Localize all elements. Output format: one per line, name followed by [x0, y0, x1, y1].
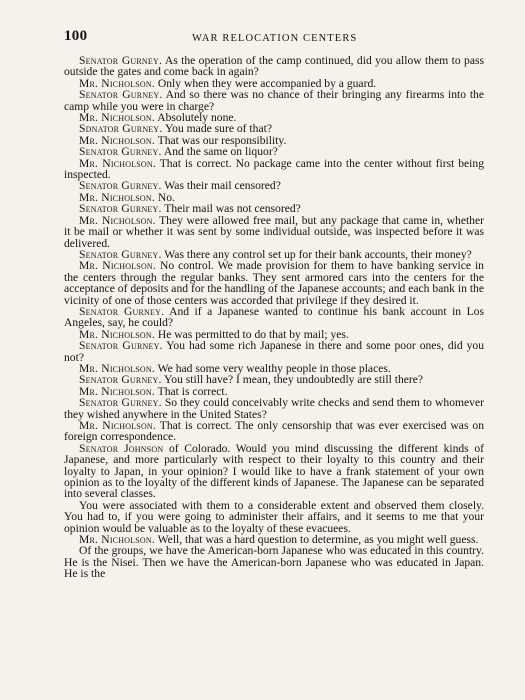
transcript-body [64, 55, 484, 580]
paragraph-text: They were allowed free mail, but any package that came in, whether it be mail or whether it was sent by some individual outside, was inspected before it was delivered. [64, 213, 484, 250]
page-header [64, 28, 484, 47]
paragraph-text: Was there any control set up for their bank accounts, their money? [161, 247, 472, 261]
speaker-name: Senator Gurney. [79, 202, 162, 216]
transcript-paragraph [64, 89, 484, 112]
transcript-paragraph [64, 420, 484, 443]
speaker-name: Senator Gurney. [79, 54, 163, 67]
paragraph-text: Well, that was a hard question to determine, as you might well guess. [154, 533, 479, 547]
paragraph-text: That is correct. [154, 384, 228, 398]
transcript-paragraph [64, 397, 484, 420]
speaker-name: Mr. Nicholson. [79, 133, 155, 147]
paragraph-text: of Colorado. Would you mind discussing the different kinds of Japanese, and more particularly with respect to their loyalty to this country and their loyalty to Japan, in your opinion? I would like to have a frank statement of your own opinion as to the loyalty of the different kinds of Japanese. The Japanese can be separated into several classes. [64, 441, 484, 501]
speaker-name: Mr. Nicholson. [79, 190, 155, 204]
speaker-name: Mr. Nicholson. [79, 111, 155, 125]
speaker-name: Mr. Nicholson. [79, 384, 155, 398]
paragraph-text: And the same on liquor? [161, 145, 278, 159]
speaker-name: Mr. Nicholson. [79, 327, 155, 341]
transcript-paragraph [64, 545, 484, 579]
transcript-paragraph [64, 443, 484, 500]
paragraph-text: We had some very wealthy people in those places. [154, 361, 391, 375]
paragraph-text: Only when they were accompanied by a guard. [154, 76, 377, 90]
speaker-name: Mr. Nicholson. [79, 156, 156, 170]
paragraph-text: He was permitted to do that by mail; yes. [154, 327, 349, 341]
speaker-name: Senator Johnson [79, 441, 164, 455]
paragraph-text: Absolutely none. [154, 111, 237, 125]
speaker-name: Senator Gurney. [79, 247, 162, 261]
speaker-name: Mr. Nicholson. [79, 213, 156, 227]
paragraph-text: As the operation of the camp continued, did you allow them to pass outside the gates and come back in again? [64, 54, 484, 79]
paragraph-text: Was their mail censored? [161, 179, 281, 193]
speaker-name: Senator Gurney. [79, 373, 162, 387]
speaker-name: Senator Gurney. [79, 396, 162, 410]
speaker-name: Mr. Nicholson. [79, 361, 155, 375]
speaker-name: Senator Gurney. [79, 179, 162, 193]
paragraph-text: And if a Japanese wanted to continue his bank account in Los Angeles, say, he could? [64, 304, 484, 330]
transcript-paragraph [64, 158, 484, 181]
paragraph-text: You still have? I mean, they undoubtedly are still there? [161, 373, 424, 387]
speaker-name: Mr. Nicholson. [79, 259, 157, 273]
speaker-name: Mr. Nicholson. [79, 419, 157, 432]
paragraph-text: That is correct. The only censorship that was ever exercised was on foreign correspondence. [64, 419, 484, 444]
paragraph-text: Their mail was not censored? [161, 202, 301, 216]
transcript-paragraph [64, 306, 484, 329]
paragraph-text: No. [154, 190, 175, 204]
transcript-paragraph [64, 340, 484, 363]
paragraph-text: And so there was no chance of their bringing any firearms into the camp while you were in charge? [64, 88, 484, 113]
page-number: 100 [64, 28, 88, 44]
paragraph-text: Of the groups, we have the American-born Japanese who was educated in this country. He is the Nisei. Then we have the American-born Japanese who was educated in Japan. He is the [64, 544, 484, 581]
speaker-name: Mr. Nicholson. [79, 533, 155, 547]
speaker-name: Senator Gurney. [79, 339, 163, 353]
paragraph-text: You made sure of that? [162, 122, 272, 136]
paragraph-text: You had some rich Japanese in there and some poor ones, did you not? [64, 339, 484, 364]
transcript-paragraph [64, 500, 484, 534]
speaker-name: Mr. Nicholson. [79, 76, 155, 90]
speaker-name: Senator Gurney. [79, 145, 162, 159]
paragraph-text: So they could conceivably write checks and send them to whomever they wished anywhere in the United States? [64, 396, 484, 421]
speaker-name: Senator Gurney. [79, 88, 163, 102]
speaker-name: Senator Gurney. [79, 304, 165, 318]
transcript-paragraph [64, 260, 484, 306]
transcript-paragraph [64, 215, 484, 249]
speaker-name: Sdnator Gurney. [79, 122, 163, 136]
transcript-paragraph [64, 55, 484, 78]
paragraph-text: That is correct. No package came into the center without first being inspected. [64, 156, 484, 182]
paragraph-text: You were associated with them to a considerable extent and observed them closely. You had to, if you were going to administer their affairs, and it seems to me that your opinion would be valuable as to the loyalty of these evacuees. [64, 498, 484, 535]
running-head: WAR RELOCATION CENTERS [192, 33, 358, 44]
paragraph-text: That was our responsibility. [154, 133, 287, 147]
paragraph-text: No control. We made provision for them to have banking service in the centers through the regular banks. They sent armored cars into the centers for the acceptance of deposits and for the handling of the Japanese accounts; and each bank in the vicinity of one of those centers was accorded that privilege if they desired it. [64, 259, 484, 307]
